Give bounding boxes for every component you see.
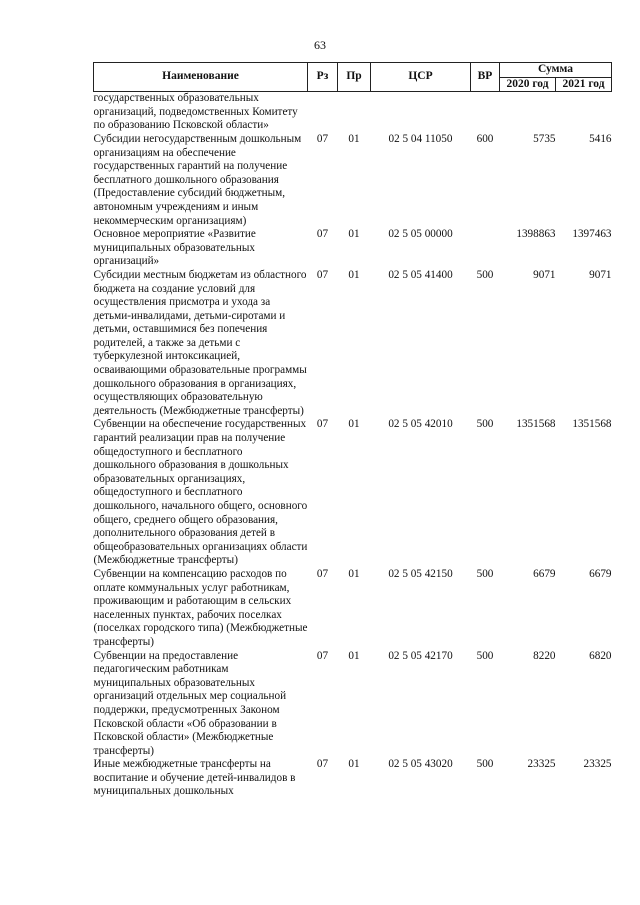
row-pr: 01: [348, 649, 360, 662]
row-amount-2021: [556, 92, 612, 133]
row-name: Субвенции на компенсацию расходов по оплате коммунальных услуг работникам, проживающим и работающим в сельских населенных пунктах, рабочих поселках (поселках городского типа) (Межбюджетные трансферты): [93, 567, 308, 648]
row-csr: 02 5 05 42170: [388, 649, 453, 662]
header-pr: Пр: [338, 63, 371, 92]
row-amount-2020: 8220: [533, 649, 556, 662]
header-year-2020: 2020 год: [500, 77, 556, 92]
table-row: [94, 228, 612, 269]
row-amount-2020: 6679: [533, 567, 556, 580]
row-amount-2021: 5416: [589, 132, 612, 145]
row-rz: 07: [316, 132, 329, 145]
header-csr: ЦСР: [371, 63, 471, 92]
header-name: Наименование: [94, 63, 308, 92]
row-pr: 01: [348, 567, 360, 580]
row-name: государственных образовательных организаций, подведомственных Комитету по образованию Псковской области»: [93, 92, 298, 132]
row-vr: 500: [476, 268, 494, 281]
row-vr: 500: [476, 567, 494, 580]
row-pr: 01: [348, 132, 360, 145]
row-pr: 01: [348, 758, 360, 771]
row-amount-2020: 1351568: [516, 418, 556, 431]
row-amount-2021: 6820: [589, 649, 612, 662]
row-name: Субвенции на предоставление педагогическим работникам муниципальных образовательных организаций отдельных мер социальной поддержки, предусмотренных Законом Псковской области «Об образовании в Псковской области» (Межбюджетные трансферты): [93, 649, 287, 757]
row-csr: 02 5 05 00000: [388, 228, 453, 241]
row-name: Иные межбюджетные трансферты на воспитание и обучение детей-инвалидов в муниципальных дошкольных: [93, 758, 296, 798]
row-rz: 07: [316, 567, 329, 580]
row-pr: [338, 92, 371, 133]
row-csr: 02 5 05 41400: [388, 268, 453, 281]
header-year-2021: 2021 год: [556, 77, 612, 92]
row-amount-2021: 6679: [589, 567, 612, 580]
row-amount-2021: 1397463: [572, 228, 612, 241]
row-csr: 02 5 04 11050: [388, 132, 453, 145]
row-csr: 02 5 05 43020: [388, 758, 453, 771]
row-rz: 07: [316, 268, 329, 281]
row-vr: [471, 228, 500, 269]
row-rz: 07: [316, 758, 329, 771]
row-name: Основное мероприятие «Развитие муниципальных образовательных организаций»: [93, 228, 256, 268]
row-amount-2021: 9071: [589, 268, 612, 281]
row-amount-2021: 23325: [583, 758, 612, 771]
page-number: 63: [314, 38, 326, 52]
row-pr: 01: [348, 228, 360, 241]
row-name: Субсидии негосударственным дошкольным организациям на обеспечение государственных гарантий на получение бесплатного дошкольного образования (Предоставление субсидий бюджетным, автономным учреждениям и иным некоммерческим организациям): [93, 132, 302, 227]
row-name: Субвенции на обеспечение государственных гарантий реализации прав на получение общедоступного и бесплатного дошкольного образования в дошкольных образовательных организациях, общедоступного и бесплатного дошкольного, начального общего, основного общего, среднего общего образования, дополнительного образования детей в общеобразовательных организациях области (Межбюджетные трансферты): [93, 418, 308, 567]
header-rz: Рз: [308, 63, 338, 92]
row-vr: 500: [476, 758, 494, 771]
row-amount-2020: [500, 92, 556, 133]
row-rz: 07: [316, 228, 329, 241]
row-name: Субсидии местным бюджетам из областного бюджета на создание условий для осуществления присмотра и ухода за детьми-инвалидами, детьми-сиротами и детьми, оставшимися без попечения родителей, а также за детьми с туберкулезной интоксикацией, осваивающими образовательные программы дошкольного образования в организациях, осуществляющих образовательную деятельность (Межбюджетные трансферты): [93, 268, 307, 417]
table-body: [94, 92, 612, 799]
row-pr: 01: [348, 418, 360, 431]
row-amount-2020: 9071: [533, 268, 556, 281]
table-row: [94, 92, 612, 133]
table-row: [94, 758, 612, 799]
row-csr: 02 5 05 42010: [388, 418, 453, 431]
budget-table: [93, 62, 612, 799]
table-row: [94, 269, 612, 419]
row-rz: [308, 92, 338, 133]
header-sum: Сумма: [500, 63, 612, 78]
row-vr: 600: [476, 132, 494, 145]
row-amount-2020: 1398863: [516, 228, 556, 241]
row-rz: 07: [316, 649, 329, 662]
row-amount-2020: 5735: [533, 132, 556, 145]
row-vr: [471, 92, 500, 133]
table-row: [94, 650, 612, 759]
table-row: [94, 133, 612, 228]
row-vr: 500: [476, 649, 494, 662]
row-rz: 07: [316, 418, 329, 431]
row-amount-2021: 1351568: [572, 418, 612, 431]
row-pr: 01: [348, 268, 360, 281]
table-row: [94, 418, 612, 568]
row-vr: 500: [476, 418, 494, 431]
row-amount-2020: 23325: [527, 758, 556, 771]
header-vr: ВР: [471, 63, 500, 92]
row-csr: 02 5 05 42150: [388, 567, 453, 580]
row-csr: [371, 92, 471, 133]
table-row: [94, 568, 612, 650]
